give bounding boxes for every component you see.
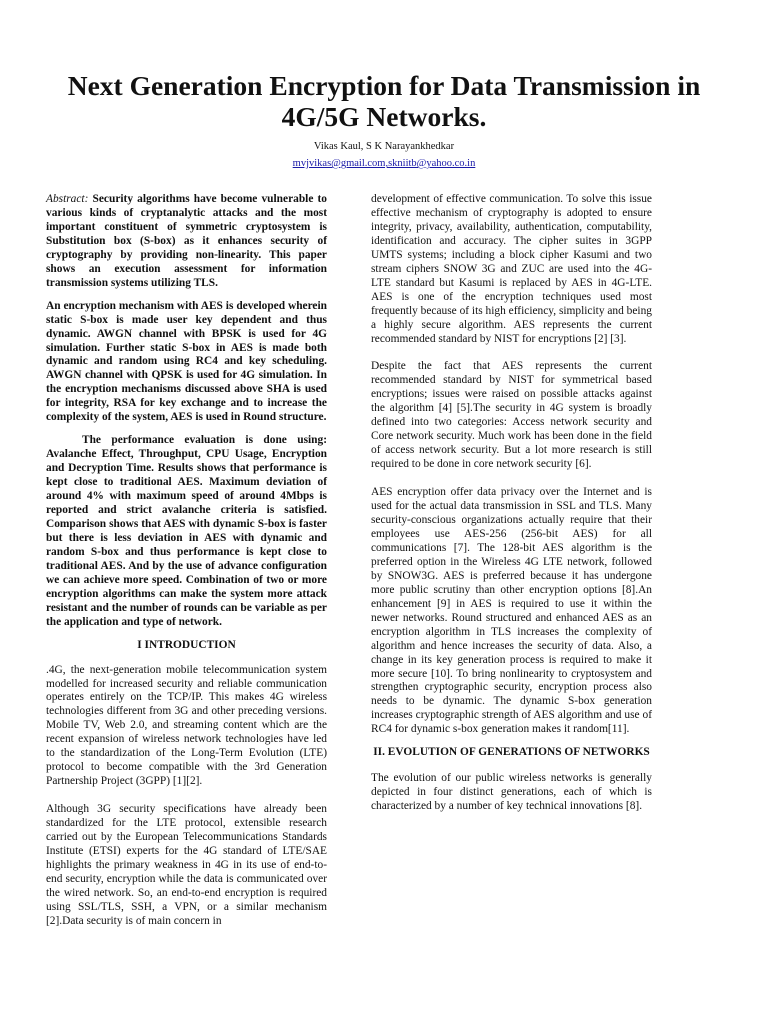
abstract-text-1: Security algorithms have become vulnerable to various kinds of cryptanalytic attacks and the most important constituent of symmetric cryptosystem is Substitution box (S-box) as it enhances security of cryptography by providing non-linearity. This paper shows an execution assessment for information transmission systems utilizing TLS.: [46, 193, 327, 289]
paper-title: Next Generation Encryption for Data Transmission in 4G/5G Networks.: [67, 70, 701, 132]
author-emails: [0, 157, 768, 171]
section-heading-introduction: I INTRODUCTION: [137, 638, 236, 651]
intro-paragraph-5: AES encryption offer data privacy over the Internet and is used for the actual data transmission in SSL and TLS. Many security-conscious organizations actually require that their employees use AES-256 (256-bit AES) for all communications [7]. The 128-bit AES algorithm is the preferred option in the Wireless 4G LTE network, followed by SNOW3G. AES is preferred because it has undergone more public scrutiny than other encryption options [8].An enhancement [9] in AES is required to use it within the newer networks. Round structured and enhanced AES as an encryption algorithm in TLS increases the complexity of algorithm and hence increases the security of data. Also, a change in its key generation process is required to make it more secure [10]. To bring nonlinearity to cryptosystem and strengthen cryptographic security, encryption process also needs to be dynamic. The dynamic S-box generation increases cryptographic strength of AES algorithm and use of RC4 for dynamic s-box generation makes it random[11].: [371, 486, 652, 736]
left-column: [46, 193, 327, 938]
right-column: [371, 193, 652, 823]
intro-paragraph-3: development of effective communication. To solve this issue effective mechanism of cryptography is adopted to ensure integrity, privacy, availability, authentication, computability, identification and accuracy. The cipher suites in 3GPP UMTS systems; including a block cipher Kasumi and two stream ciphers SNOW 3G and ZUC are used into the 4G-LTE standard but Kasumi is replaced by AES in 4G-LTE. AES is one of the encryption techniques used most frequently because of its high efficiency, simplicity and being a highly secure algorithm. AES represents the current recommended standard by NIST for encryptions [2] [3].: [371, 193, 652, 345]
section-heading-evolution: II. EVOLUTION OF GENERATIONS OF NETWORKS: [373, 746, 650, 759]
abstract-paragraph-3: The performance evaluation is done using: Avalanche Effect, Throughput, CPU Usage, Encryption and Decryption Time. Results shows that performance is kept close to traditional AES. Maximum deviation of around 4% with maximum speed of around 4Mbps is reported and strict avalanche criteria is satisfied. Comparison shows that AES with dynamic S-box is faster but there is less deviation in AES with dynamic and random S-box and thus performance is kept close to traditional AES. And by the use of advance configuration we can achieve more speed. Combination of two or more encryption algorithms can make the system more attack resistant and the number of rounds can be variable as per the application and type of network.: [46, 434, 327, 628]
abstract-paragraph-1: [46, 193, 327, 291]
evolution-paragraph-1: The evolution of our public wireless networks is generally depicted in four distinct generations, each of which is characterized by a number of key technical innovations [8].: [371, 772, 652, 813]
abstract-paragraph-2: An encryption mechanism with AES is developed wherein static S-box is made user key dependent and thus dynamic. AWGN channel with BPSK is used for 4G simulation. Further static S-box in AES is made both dynamic and random using RC4 and key scheduling. AWGN channel with QPSK is used for 4G simulation. In the encryption mechanisms discussed above SHA is used for integrity, RSA for key exchange and to increase the complexity of the system, AES is used in Round structure.: [46, 299, 327, 424]
intro-paragraph-4: Despite the fact that AES represents the current recommended standard by NIST for symmetrical based encryptions; issues were raised on possible attacks against the algorithm [4] [5].The security in 4G system is broadly defined into two categories: Access network security and Core network security. Much work has been done in the field of access network security. But a lot more research is still required to be done in core network security [6].: [371, 360, 652, 471]
abstract-label: Abstract:: [46, 193, 89, 205]
paper-authors: Vikas Kaul, S K Narayankhedkar: [313, 141, 455, 152]
intro-paragraph-1: .4G, the next-generation mobile telecommunication system modelled for increased security and reliable communication operates entirely on the TCP/IP. This makes 4G wireless technologies different from 3G and other preceding versions. Mobile TV, Web 2.0, and streaming content which are the recent expansion of wireless network technologies have led to the standardization of the Long-Term Evolution (LTE) protocol to become compatible with the 3rd Generation Partnership Project (3GPP) [1][2].: [46, 663, 327, 788]
email-link[interactable]: mvjvikas@gmail.com,skniitb@yahoo.co.in: [292, 158, 476, 169]
intro-paragraph-2: Although 3G security specifications have already been standardized for the LTE protocol, extensible research carried out by the European Telecommunications Standards Institute (ETSI) experts for the 4G standard of LTE/SAE highlights the primary weakness in 4G in its use of end-to-end security, encryption while the data is communicated over the wired network. So, an end-to-end encryption is required using SSL/TLS, SSH, a VPN, or a similar mechanism [2].Data security is of main concern in: [46, 803, 327, 927]
